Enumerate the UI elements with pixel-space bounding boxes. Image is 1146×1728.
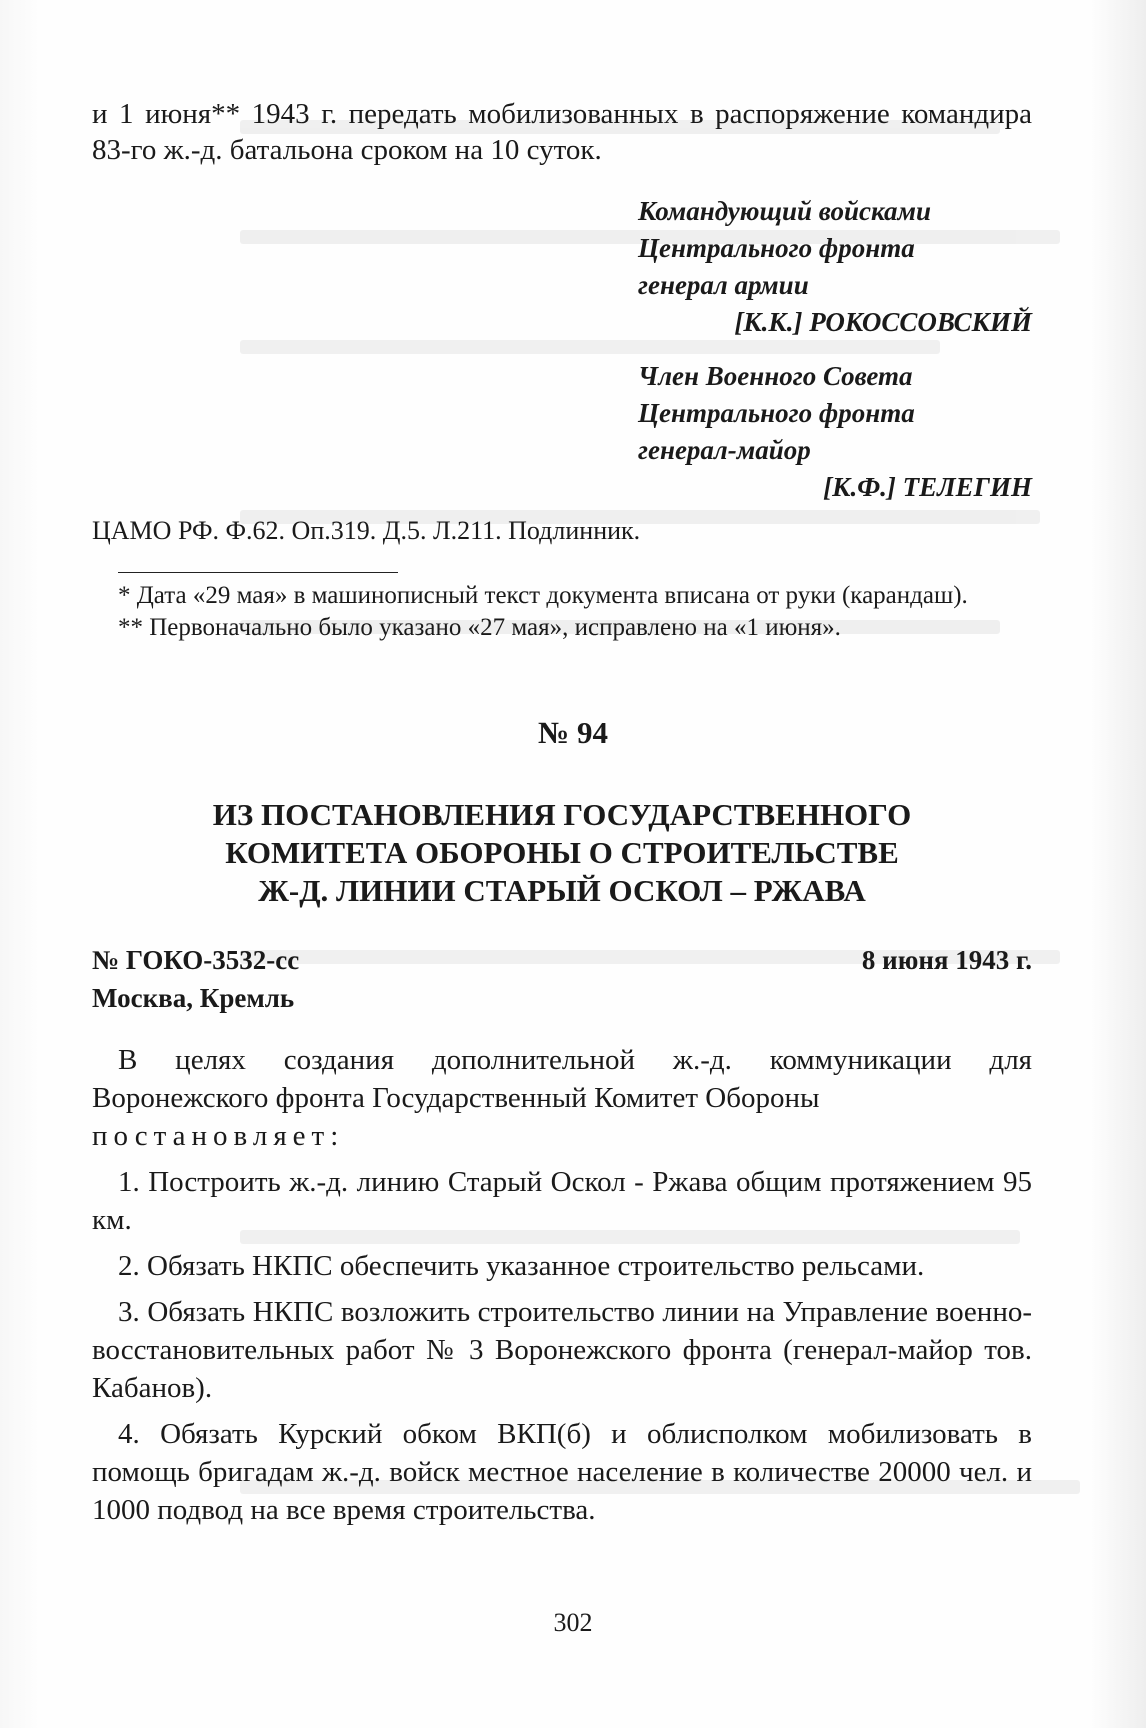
document-number: № 94 (538, 715, 608, 750)
page-number: 302 (553, 1608, 593, 1637)
footnotes (92, 580, 1032, 644)
document-body (92, 1041, 1032, 1537)
archive-reference: ЦАМО РФ. Ф.62. Оп.319. Д.5. Л.211. Подлинник. (92, 516, 641, 545)
footnote: * Дата «29 мая» в машинописный текст документа вписана от руки (карандаш). (118, 582, 968, 609)
footnote: ** Первоначально было указано «27 мая», исправлено на «1 июня». (118, 614, 841, 641)
decree-word: постановляет: (92, 1120, 345, 1152)
signature-name: [К.К.] РОКОССОВСКИЙ (734, 307, 1032, 337)
signature-name: [К.Ф.] ТЕЛЕГИН (823, 472, 1032, 502)
intro-text: и 1 июня** 1943 г. передать мобилизованных в распоряжение командира 83-го ж.-д. батальона сроком на 10 суток. (92, 98, 1032, 166)
intro-paragraph (92, 96, 1032, 168)
title-line: КОМИТЕТА ОБОРОНЫ О СТРОИТЕЛЬСТВЕ (225, 835, 899, 870)
decree-item: 1. Построить ж.-д. линию Старый Оскол - Ржава общим протяжением 95 км. (92, 1166, 1032, 1236)
signature-title-line: Центрального фронта (638, 398, 915, 428)
title-line: Ж-Д. ЛИНИИ СТАРЫЙ ОСКОЛ – РЖАВА (258, 873, 866, 908)
document-meta (92, 945, 1032, 976)
title-line: ИЗ ПОСТАНОВЛЕНИЯ ГОСУДАРСТВЕННОГО (212, 797, 912, 832)
signature-title-line: Командующий войсками (638, 196, 931, 226)
decree-item: 4. Обязать Курский обком ВКП(б) и облисполком мобилизовать в помощь бригадам ж.-д. войск местное население в количестве 20000 чел. и 1000 подвод на все время строительства. (92, 1418, 1032, 1526)
signature-title-line: Центрального фронта (638, 233, 915, 263)
document-place: Москва, Кремль (92, 983, 295, 1013)
signature-title-line: генерал армии (638, 270, 809, 300)
preamble: В целях создания дополнительной ж.-д. коммуникации для Воронежского фронта Государственный Комитет Обороны (92, 1044, 1032, 1114)
signature-title-line: Член Военного Совета (638, 361, 913, 391)
decree-item: 3. Обязать НКПС возложить строительство линии на Управление военно-восстановительных работ № 3 Воронежского фронта (генерал-майор тов. Кабанов). (92, 1296, 1032, 1404)
signature-block-council (638, 358, 1038, 506)
reference-number: № ГОКО-3532-сс (92, 945, 300, 975)
decree-item: 2. Обязать НКПС обеспечить указанное строительство рельсами. (118, 1250, 925, 1282)
document-title (92, 796, 1032, 910)
document-date: 8 июня 1943 г. (861, 945, 1032, 975)
footnote-divider (118, 572, 398, 573)
signature-title-line: генерал-майор (638, 435, 811, 465)
signature-block-commander (638, 193, 1038, 341)
